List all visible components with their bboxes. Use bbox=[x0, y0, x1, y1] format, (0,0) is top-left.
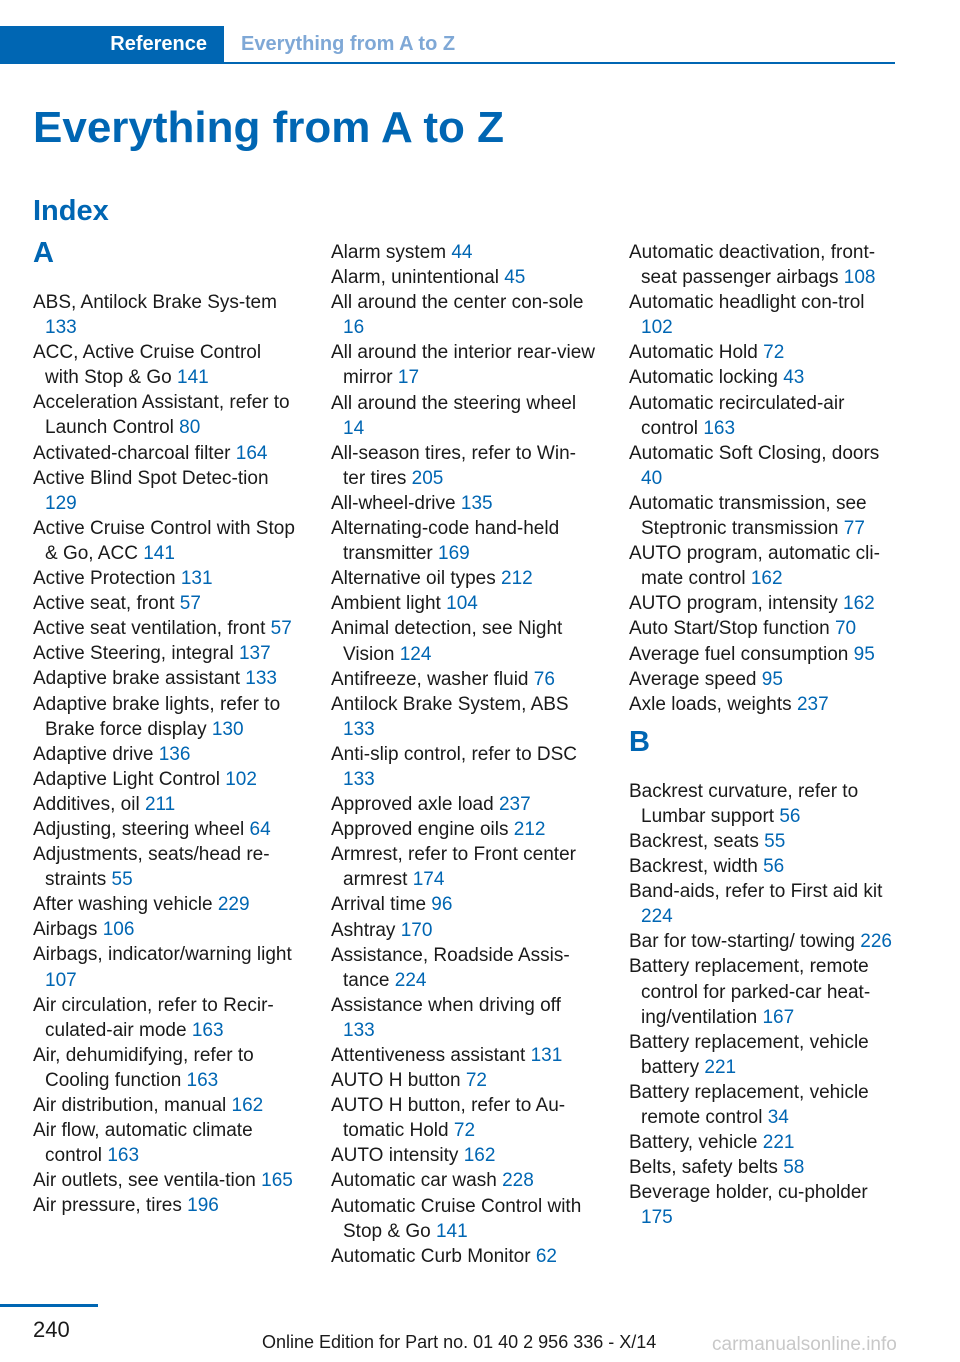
index-entry bbox=[33, 993, 298, 1043]
index-page-link[interactable]: 141 bbox=[177, 367, 209, 389]
index-entry-text: Bar for tow-starting/ towing bbox=[629, 931, 855, 953]
index-entry bbox=[33, 441, 298, 466]
index-page-link[interactable]: 212 bbox=[513, 819, 546, 841]
index-entry bbox=[33, 340, 298, 390]
index-page-link[interactable]: 133 bbox=[343, 1019, 375, 1041]
index-page-link[interactable]: 163 bbox=[703, 417, 736, 439]
index-entry-text: Airbags, indicator/warning light bbox=[33, 944, 292, 966]
index-page-link[interactable]: 133 bbox=[245, 668, 277, 690]
index-page-link[interactable]: 224 bbox=[641, 906, 673, 928]
index-entry bbox=[629, 954, 897, 1029]
index-page-link[interactable]: 80 bbox=[179, 417, 201, 439]
index-page-link[interactable]: 237 bbox=[796, 693, 829, 715]
index-entry-text: Automatic recirculated-air control bbox=[629, 392, 845, 439]
index-entry-text: AUTO program, automatic cli-mate control bbox=[629, 543, 880, 590]
index-entry-text: Automatic Cruise Control with Stop & Go bbox=[331, 1195, 582, 1242]
page-subtitle: Index bbox=[33, 195, 109, 227]
index-entry bbox=[629, 365, 897, 390]
index-entry-text: ACC, Active Cruise Control with Stop & Go bbox=[33, 342, 262, 389]
index-entry-text: Antilock Brake System, ABS bbox=[331, 693, 569, 715]
index-entry-text: Backrest, seats bbox=[629, 830, 759, 852]
breadcrumb: Everything from A to Z bbox=[241, 33, 456, 55]
index-page-link[interactable]: 221 bbox=[704, 1056, 737, 1078]
index-page-link[interactable]: 45 bbox=[504, 267, 526, 289]
index-page-link[interactable]: 72 bbox=[763, 342, 785, 364]
index-entry-text: Auto Start/Stop function bbox=[629, 618, 830, 640]
index-entry-text: After washing vehicle bbox=[33, 894, 213, 916]
index-entry bbox=[33, 942, 298, 992]
index-page-link[interactable]: 237 bbox=[498, 794, 531, 816]
index-entry-text: Automatic transmission, see Steptronic transmission bbox=[629, 492, 867, 540]
index-entry-text: Automatic Hold bbox=[629, 342, 758, 364]
index-page-link[interactable]: 133 bbox=[45, 317, 77, 339]
index-page-link[interactable]: 137 bbox=[238, 643, 271, 665]
index-page-link[interactable]: 205 bbox=[411, 467, 444, 489]
index-page-link[interactable]: 131 bbox=[530, 1045, 563, 1066]
index-entry-text: Antifreeze, washer fluid bbox=[331, 668, 529, 690]
index-page-link[interactable]: 135 bbox=[460, 492, 493, 514]
index-page-link[interactable]: 55 bbox=[764, 830, 786, 852]
index-entry bbox=[629, 642, 897, 667]
index-entry bbox=[33, 817, 298, 842]
section-tab-reference: Reference bbox=[0, 26, 224, 62]
index-entry-text: Armrest, refer to Front center armrest bbox=[331, 844, 576, 891]
index-page-link[interactable]: 17 bbox=[397, 367, 420, 389]
index-entry bbox=[331, 993, 596, 1043]
index-entry-text: Average fuel consumption bbox=[629, 643, 849, 665]
index-entry-text: Air distribution, manual bbox=[33, 1095, 227, 1116]
index-page-link[interactable]: 72 bbox=[465, 1070, 487, 1092]
index-entry-text: Attentiveness assistant bbox=[331, 1045, 526, 1066]
index-entry-text: Alarm system bbox=[331, 242, 447, 263]
index-entry-text: AUTO H button bbox=[331, 1070, 461, 1092]
index-entry-text: Belts, safety belts bbox=[629, 1157, 778, 1179]
index-entry-text: Automatic Curb Monitor bbox=[331, 1245, 531, 1267]
index-entry-text: All-season tires, refer to Win-ter tires bbox=[331, 442, 576, 489]
index-column-1 bbox=[33, 237, 298, 1218]
index-entry-text: Active Protection bbox=[33, 568, 176, 590]
index-letter-heading: B bbox=[629, 725, 650, 758]
index-entry bbox=[629, 854, 897, 879]
index-entry bbox=[629, 1030, 897, 1080]
index-entry-text: Air flow, automatic climate control bbox=[33, 1120, 253, 1167]
index-entry bbox=[629, 340, 897, 365]
watermark: carmanualsonline.info bbox=[712, 1334, 897, 1355]
index-entry-text: Air circulation, refer to Recir-culated-air mode bbox=[33, 994, 274, 1041]
index-entry-text: Automatic deactivation, front-seat passenger airbags bbox=[629, 242, 876, 289]
index-page-link[interactable]: 107 bbox=[45, 969, 77, 991]
index-entry bbox=[33, 767, 298, 792]
index-page-link[interactable]: 141 bbox=[143, 542, 175, 564]
index-entry-text: AUTO intensity bbox=[331, 1145, 459, 1167]
index-entry-text: Active Cruise Control with Stop & Go, ACC bbox=[33, 517, 295, 564]
index-entry bbox=[33, 290, 298, 340]
index-entry-text: Band-aids, refer to First aid kit bbox=[629, 881, 883, 903]
index-entry-text: All-wheel-drive bbox=[331, 492, 456, 514]
index-entry bbox=[33, 566, 298, 591]
index-page-link[interactable]: 162 bbox=[750, 568, 783, 590]
index-entry-text: Air pressure, tires bbox=[33, 1195, 182, 1217]
index-entry-text: Approved axle load bbox=[331, 794, 494, 816]
index-entry bbox=[331, 792, 596, 817]
index-entry-text: Automatic locking bbox=[629, 367, 778, 389]
running-header bbox=[0, 26, 895, 64]
index-page-link[interactable]: 108 bbox=[843, 267, 876, 289]
index-entry bbox=[629, 240, 897, 290]
page-number: 240 bbox=[33, 1317, 70, 1342]
index-page-link[interactable]: 221 bbox=[762, 1132, 795, 1154]
index-entry bbox=[629, 879, 897, 929]
index-page-link[interactable]: 130 bbox=[211, 718, 244, 740]
index-entry bbox=[629, 1080, 897, 1130]
index-entry-text: Backrest curvature, refer to Lumbar support bbox=[629, 780, 859, 827]
index-page-link[interactable]: 96 bbox=[431, 894, 453, 916]
index-entry bbox=[331, 566, 596, 591]
index-page-link[interactable]: 102 bbox=[225, 768, 257, 790]
index-page-link[interactable]: 102 bbox=[641, 317, 673, 339]
index-entry-text: AUTO program, intensity bbox=[629, 593, 838, 615]
index-entry-text: Airbags bbox=[33, 919, 98, 941]
index-page-link[interactable]: 57 bbox=[270, 618, 292, 640]
index-entry bbox=[331, 491, 596, 516]
index-page-link[interactable]: 77 bbox=[843, 518, 865, 540]
index-page-link[interactable]: 162 bbox=[843, 593, 875, 615]
index-page-link[interactable]: 174 bbox=[412, 869, 445, 891]
index-letter-heading: A bbox=[33, 237, 54, 269]
index-entry bbox=[331, 290, 596, 340]
index-entry-text: Active Blind Spot Detec-tion bbox=[33, 467, 269, 489]
index-page-link[interactable]: 175 bbox=[641, 1207, 673, 1229]
index-page-link[interactable]: 224 bbox=[394, 969, 427, 991]
index-page-link[interactable]: 44 bbox=[451, 242, 473, 263]
index-entry bbox=[331, 591, 596, 616]
index-page-link[interactable]: 64 bbox=[249, 818, 271, 840]
index-page-link[interactable]: 16 bbox=[343, 317, 365, 339]
index-page-link[interactable]: 95 bbox=[853, 643, 875, 665]
index-entry-text: Adjusting, steering wheel bbox=[33, 818, 245, 840]
index-entry bbox=[33, 1118, 298, 1168]
index-entry-text: Active Steering, integral bbox=[33, 643, 234, 665]
index-entry-text: Backrest, width bbox=[629, 856, 758, 878]
index-page-link[interactable]: 165 bbox=[261, 1170, 293, 1192]
index-page-link[interactable]: 133 bbox=[343, 768, 375, 790]
index-entry bbox=[331, 1068, 596, 1093]
index-column-3 bbox=[629, 240, 897, 1230]
index-entry bbox=[331, 265, 596, 290]
index-entry-text: ABS, Antilock Brake Sys-tem bbox=[33, 292, 277, 313]
index-entry-text: Automatic headlight con-trol bbox=[629, 292, 865, 314]
index-page-link[interactable]: 104 bbox=[446, 593, 478, 615]
index-entry-text: Automatic Soft Closing, doors bbox=[629, 442, 880, 464]
index-entry bbox=[33, 390, 298, 440]
index-entry-text: Adaptive drive bbox=[33, 743, 154, 765]
index-entry-text: Anti-slip control, refer to DSC bbox=[331, 743, 578, 765]
index-entry bbox=[629, 441, 897, 491]
index-entry bbox=[629, 692, 897, 717]
index-page-link[interactable]: 129 bbox=[45, 492, 77, 514]
index-entry bbox=[629, 929, 897, 954]
index-page-link[interactable]: 211 bbox=[144, 793, 176, 815]
index-entry bbox=[331, 892, 596, 917]
footer-edition: Online Edition for Part no. 01 40 2 956 336 - X/14 bbox=[262, 1332, 657, 1352]
index-page-link[interactable]: 162 bbox=[463, 1145, 496, 1167]
index-entry-text: Activated-charcoal filter bbox=[33, 442, 231, 464]
index-entry bbox=[33, 742, 298, 767]
index-entry bbox=[331, 516, 596, 566]
index-page-link[interactable]: 43 bbox=[783, 367, 805, 389]
index-entry bbox=[331, 692, 596, 742]
index-entry bbox=[629, 591, 897, 616]
index-page-link[interactable]: 163 bbox=[191, 1019, 224, 1041]
index-page-link[interactable]: 163 bbox=[107, 1145, 140, 1167]
index-entry-text: Additives, oil bbox=[33, 793, 140, 815]
index-entry-text: Arrival time bbox=[331, 894, 427, 916]
index-entry-text: Air outlets, see ventila-tion bbox=[33, 1170, 256, 1192]
index-page-link[interactable]: 229 bbox=[217, 894, 250, 916]
index-entry bbox=[331, 742, 596, 792]
index-entry bbox=[33, 1043, 298, 1093]
index-column-2 bbox=[331, 240, 596, 1269]
index-entry-text: All around the interior rear-view mirror bbox=[331, 342, 596, 389]
index-entry bbox=[331, 240, 596, 265]
index-page-link[interactable]: 167 bbox=[762, 1006, 795, 1028]
index-entry bbox=[33, 792, 298, 817]
index-page-link[interactable]: 170 bbox=[400, 919, 433, 941]
index-entry bbox=[33, 1093, 298, 1118]
page-title: Everything from A to Z bbox=[33, 103, 504, 152]
index-page-link[interactable]: 212 bbox=[501, 568, 533, 590]
index-page-link[interactable]: 70 bbox=[834, 618, 857, 640]
index-entry-text: Animal detection, see Night Vision bbox=[331, 618, 563, 665]
index-entry bbox=[629, 616, 897, 641]
index-entry bbox=[33, 641, 298, 666]
index-entry-text: Adaptive brake lights, refer to Brake force display bbox=[33, 693, 281, 740]
index-entry bbox=[331, 918, 596, 943]
index-entry bbox=[629, 829, 897, 854]
index-entry bbox=[33, 466, 298, 516]
index-page-link[interactable]: 56 bbox=[779, 805, 801, 827]
index-entry bbox=[331, 842, 596, 892]
index-page-link[interactable]: 14 bbox=[343, 417, 365, 439]
index-entry bbox=[33, 892, 298, 917]
index-page-link[interactable]: 58 bbox=[783, 1157, 805, 1179]
index-entry-text: Air, dehumidifying, refer to Cooling function bbox=[33, 1044, 254, 1091]
index-page-link[interactable]: 169 bbox=[438, 543, 470, 565]
index-page-link[interactable]: 76 bbox=[533, 668, 555, 690]
index-entry-text: Assistance when driving off bbox=[331, 994, 561, 1016]
index-entry-text: Adaptive Light Control bbox=[33, 768, 220, 790]
index-entry bbox=[629, 779, 897, 829]
index-entry bbox=[629, 290, 897, 340]
index-entry bbox=[331, 667, 596, 692]
index-entry-text: Assistance, Roadside Assis-tance bbox=[331, 944, 570, 991]
index-entry bbox=[33, 842, 298, 892]
index-page-link[interactable]: 136 bbox=[158, 743, 191, 765]
index-page-link[interactable]: 196 bbox=[187, 1195, 219, 1217]
index-entry-text: Alarm, unintentional bbox=[331, 267, 499, 289]
index-entry-text: All around the center con-sole bbox=[331, 292, 584, 314]
index-page-link[interactable]: 34 bbox=[767, 1107, 789, 1128]
index-entry-text: Ambient light bbox=[331, 593, 441, 615]
index-entry-text: Battery replacement, vehicle remote control bbox=[629, 1081, 869, 1128]
index-entry-text: Battery replacement, remote control for parked-car heat-ing/ventilation bbox=[629, 956, 871, 1028]
index-entry bbox=[629, 391, 897, 441]
index-entry-text: AUTO H button, refer to Au-tomatic Hold bbox=[331, 1095, 566, 1142]
index-entry-text: Battery replacement, vehicle battery bbox=[629, 1031, 869, 1078]
index-entry bbox=[331, 1194, 596, 1244]
index-page-link[interactable]: 164 bbox=[235, 442, 268, 464]
index-entry-text: Ashtray bbox=[331, 919, 396, 941]
index-entry-text: Automatic car wash bbox=[331, 1170, 497, 1192]
index-entry-text: Beverage holder, cu-pholder bbox=[629, 1182, 868, 1204]
index-page-link[interactable]: 163 bbox=[186, 1069, 219, 1091]
index-page-link[interactable]: 62 bbox=[535, 1245, 557, 1267]
index-entry-text: Axle loads, weights bbox=[629, 693, 792, 715]
index-entry bbox=[33, 1193, 298, 1218]
index-entry bbox=[629, 491, 897, 541]
index-page-link[interactable]: 131 bbox=[180, 568, 213, 590]
index-page-link[interactable]: 55 bbox=[111, 869, 133, 891]
index-page-link[interactable]: 124 bbox=[399, 643, 432, 665]
index-entry bbox=[33, 1168, 298, 1193]
index-entry bbox=[33, 591, 298, 616]
index-entry bbox=[33, 917, 298, 942]
index-page-link[interactable]: 72 bbox=[453, 1120, 476, 1142]
index-page-link[interactable]: 226 bbox=[860, 931, 892, 953]
index-page-link[interactable]: 133 bbox=[343, 718, 375, 740]
index-entry bbox=[33, 616, 298, 641]
index-entry bbox=[629, 667, 897, 692]
index-entry-text: Alternating-code hand-held transmitter bbox=[331, 518, 560, 565]
index-entry bbox=[331, 441, 596, 491]
index-entry-text: Active seat ventilation, front bbox=[33, 618, 266, 640]
index-page-link[interactable]: 228 bbox=[502, 1170, 534, 1192]
index-page-link[interactable]: 40 bbox=[641, 467, 663, 489]
index-page-link[interactable]: 95 bbox=[761, 668, 783, 690]
index-entry bbox=[331, 1244, 596, 1269]
index-entry-text: Acceleration Assistant, refer to Launch Control bbox=[33, 392, 290, 439]
index-entry bbox=[331, 1168, 596, 1193]
index-entry-text: Adjustments, seats/head re-straints bbox=[33, 844, 270, 891]
index-entry-text: Battery, vehicle bbox=[629, 1132, 758, 1154]
index-entry bbox=[629, 541, 897, 591]
index-entry bbox=[331, 1143, 596, 1168]
index-entry bbox=[331, 340, 596, 390]
footer-rule bbox=[0, 1304, 98, 1307]
index-entry bbox=[33, 666, 298, 691]
index-entry bbox=[331, 1043, 596, 1068]
index-entry bbox=[33, 516, 298, 566]
index-page-link[interactable]: 141 bbox=[435, 1220, 468, 1242]
index-entry-text: All around the steering wheel bbox=[331, 392, 577, 414]
index-entry bbox=[331, 817, 596, 842]
index-entry bbox=[629, 1130, 897, 1155]
index-entry-text: Adaptive brake assistant bbox=[33, 668, 241, 690]
index-page-link[interactable]: 162 bbox=[231, 1095, 264, 1116]
index-entry bbox=[331, 943, 596, 993]
index-entry bbox=[629, 1180, 897, 1230]
index-page-link[interactable]: 57 bbox=[179, 593, 201, 615]
index-entry bbox=[331, 616, 596, 666]
index-entry-text: Alternative oil types bbox=[331, 568, 496, 590]
index-page-link[interactable]: 56 bbox=[763, 856, 785, 878]
index-entry bbox=[331, 391, 596, 441]
index-page-link[interactable]: 106 bbox=[102, 919, 135, 941]
index-entry-text: Approved engine oils bbox=[331, 819, 509, 841]
index-entry bbox=[33, 692, 298, 742]
index-entry-text: Active seat, front bbox=[33, 593, 175, 615]
index-entry bbox=[629, 1155, 897, 1180]
index-entry-text: Average speed bbox=[629, 668, 757, 690]
index-entry bbox=[331, 1093, 596, 1143]
